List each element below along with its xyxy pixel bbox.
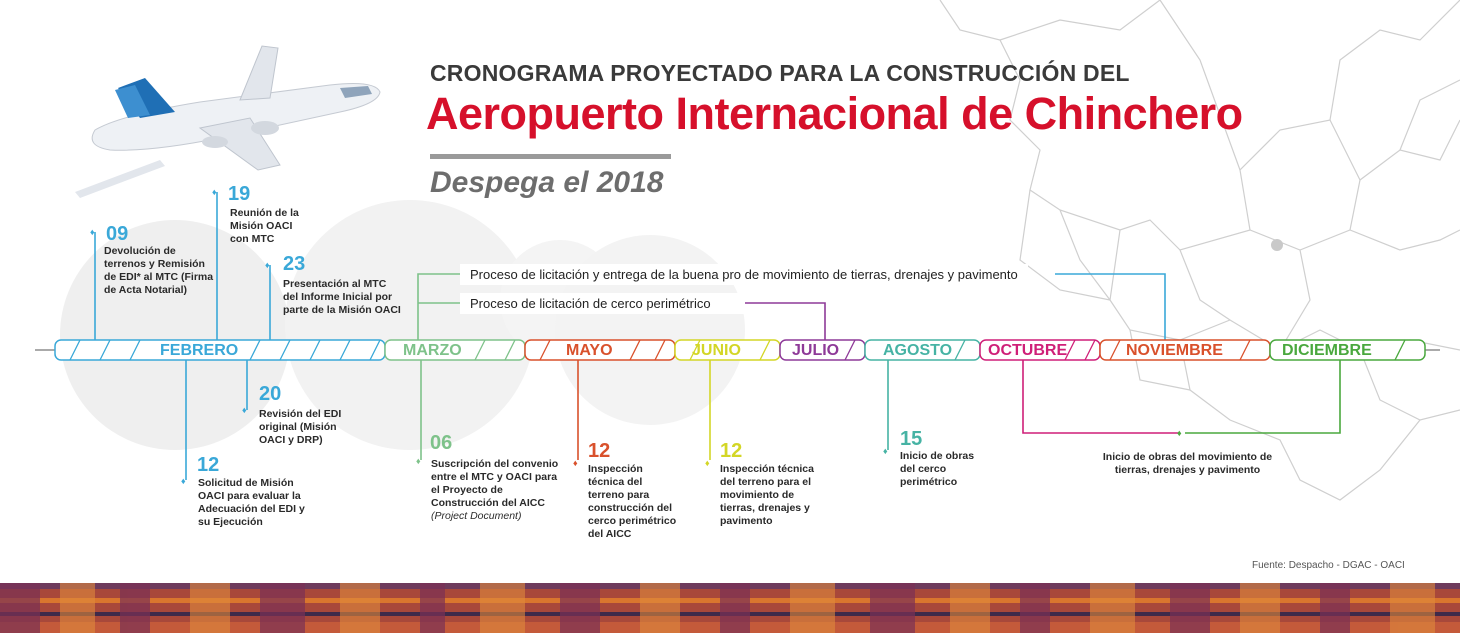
event-day: 09 [106,223,129,245]
pin-icon: ♦ [573,458,578,468]
textile-band [0,583,1460,633]
event-day: 20 [259,383,282,405]
event-description: Presentación al MTC del Informe Inicial por parte de la Misión OACI [283,278,401,316]
chart-subtitle: Despega el 2018 [430,166,664,199]
month-label-mayo: MAYO [566,342,613,359]
event-day: 12 [720,440,743,462]
title-divider [430,154,671,159]
event-description: Solicitud de Misión OACI para evaluar la Adecuación del EDI y su Ejecución [198,477,305,528]
event-description: Inspección técnica del terreno para construcción del cerco perimétrico del AICC [588,463,677,540]
process-label-cerco-perimetrico: Proceso de licitación de cerco perimétrico [460,293,745,314]
event-day: 23 [283,253,306,275]
pin-icon: ♦ [265,260,270,270]
month-label-febrero: FEBRERO [160,342,239,359]
month-label-junio: JUNIO [692,342,741,359]
pin-icon: ♦ [242,405,247,415]
pin-icon: ♦ [883,446,888,456]
event-description: Reunión de la Misión OACI con MTC [230,207,299,245]
event-description: Inicio de obras del cerco perimétrico [900,450,975,488]
event-day: 19 [228,183,251,205]
event-day: 15 [900,428,923,450]
event-description: Revisión del EDI original (Misión OACI y DRP) [259,408,342,446]
pin-icon: ♦ [705,458,710,468]
month-label-octubre: OCTUBRE [988,342,1068,359]
event-description: Inspección técnica del terreno para el movimiento de tierras, drenajes y pavimento [720,463,814,527]
event-day: 12 [197,454,220,476]
pin-icon: ♦ [181,476,186,486]
final-event-description: Inicio de obras del movimiento de tierras, drenajes y pavimento [1102,451,1273,476]
pin-icon: ♦ [90,227,95,237]
event-description [431,458,559,523]
pin-icon: ♦ [1177,428,1182,438]
process-label-movimiento-tierras: Proceso de licitación y entrega de la buena pro de movimiento de tierras, drenajes y pavimento [460,264,1028,285]
chart-title: Aeropuerto Internacional de Chinchero [426,88,1243,139]
map-location-dot [1271,239,1283,251]
month-label-marzo: MARZO [403,342,462,359]
month-label-agosto: AGOSTO [883,342,953,359]
month-label-noviembre: NOVIEMBRE [1126,342,1223,359]
airplane-icon [75,46,380,198]
month-label-julio: JULIO [792,342,840,359]
event-note: (Project Document) [431,510,522,522]
pin-icon: ♦ [212,187,217,197]
decorative-circles [60,200,745,450]
event-day: 06 [430,432,453,454]
chart-kicker: CRONOGRAMA PROYECTADO PARA LA CONSTRUCCIÓN DEL [430,60,1130,86]
event-description-text: Suscripción del convenio entre el MTC y OACI para el Proyecto de Construcción del AICC [431,458,559,509]
pin-icon: ♦ [416,456,421,466]
event-description: Devolución de terrenos y Remisión de EDI* al MTC (Firma de Acta Notarial) [104,245,214,296]
event-day: 12 [588,440,611,462]
month-label-diciembre: DICIEMBRE [1282,342,1372,359]
source-note: Fuente: Despacho - DGAC - OACI [1252,560,1405,571]
